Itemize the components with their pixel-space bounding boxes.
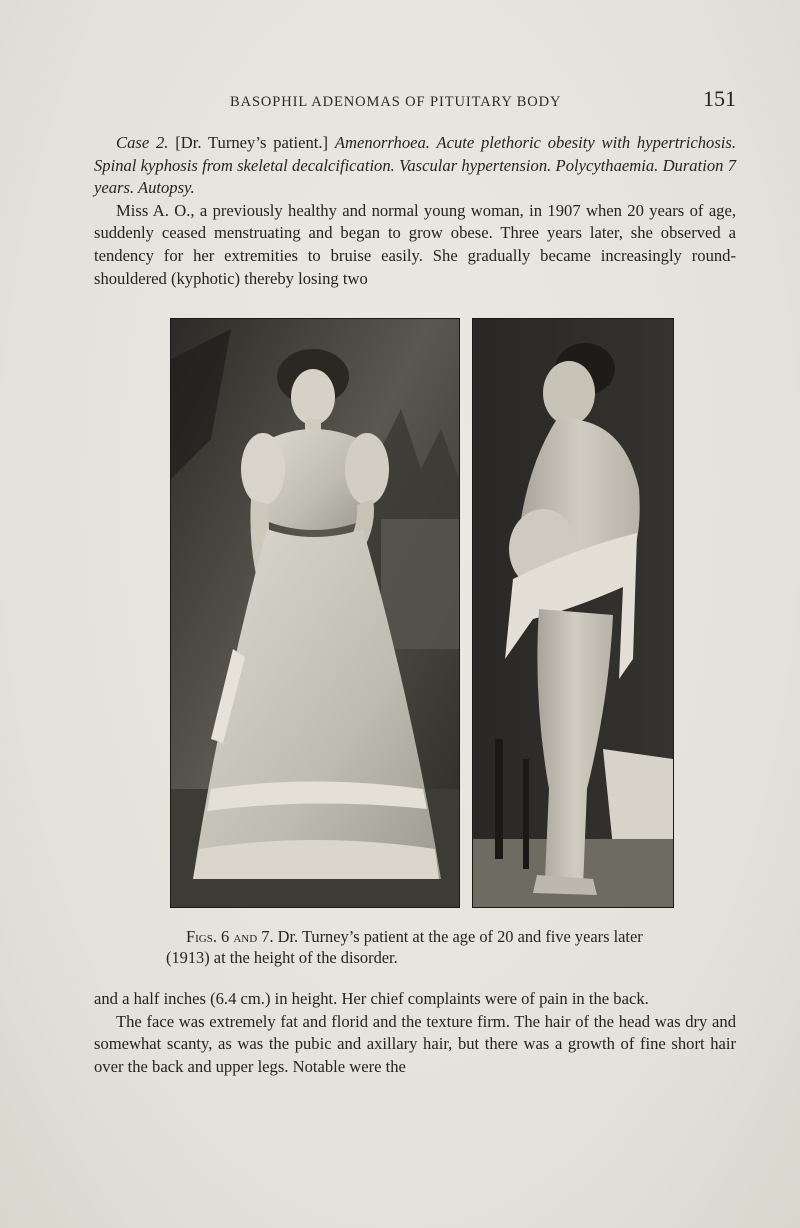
text-block-top	[94, 132, 736, 290]
paragraph-3: The face was extremely fat and florid and the texture firm. The hair of the head was dry and somewhat scanty, as was the pubic and axillary hair, but there was a growth of fine short hair over the back and upper legs. Notable were the	[94, 1011, 736, 1076]
caption-label: Figs. 6 and 7.	[186, 927, 274, 946]
running-head	[94, 86, 736, 116]
running-title: BASOPHIL ADENOMAS OF PITUITARY BODY	[230, 94, 562, 110]
text-block-bottom	[94, 988, 736, 1078]
figure-6-photo	[170, 318, 460, 908]
paragraph-2: and a half inches (6.4 cm.) in height. Her chief complaints were of pain in the back.	[94, 989, 649, 1008]
case-patient: [Dr. Turney’s patient.]	[168, 133, 335, 152]
paragraph-1: Miss A. O., a previously healthy and normal young woman, in 1907 when 20 years of age, suddenly ceased menstruating and began to grow obese. Three years later, she observed a tendency for her extremities to bruise easily. She gradually became increasingly round-shouldered (kyphotic) thereby losing two	[94, 200, 736, 288]
caption-text: Dr. Turney’s patient at the age of 20 and five years later (1913) at the height of the disorder.	[166, 927, 643, 967]
case-heading	[94, 132, 736, 200]
case-label: Case 2.	[116, 133, 169, 152]
figure-6-image	[171, 319, 459, 907]
figure-7-photo	[472, 318, 674, 908]
case-summary: Amenorrhoea. Acute plethoric obesity with hypertrichosis. Spinal kyphosis from skeletal decalcification. Vascular hypertension. Polycythaemia. Duration 7 years. Autopsy.	[94, 133, 737, 198]
figure-7-image	[473, 319, 673, 907]
figure-caption	[166, 926, 686, 968]
page-number: 151	[703, 86, 736, 111]
